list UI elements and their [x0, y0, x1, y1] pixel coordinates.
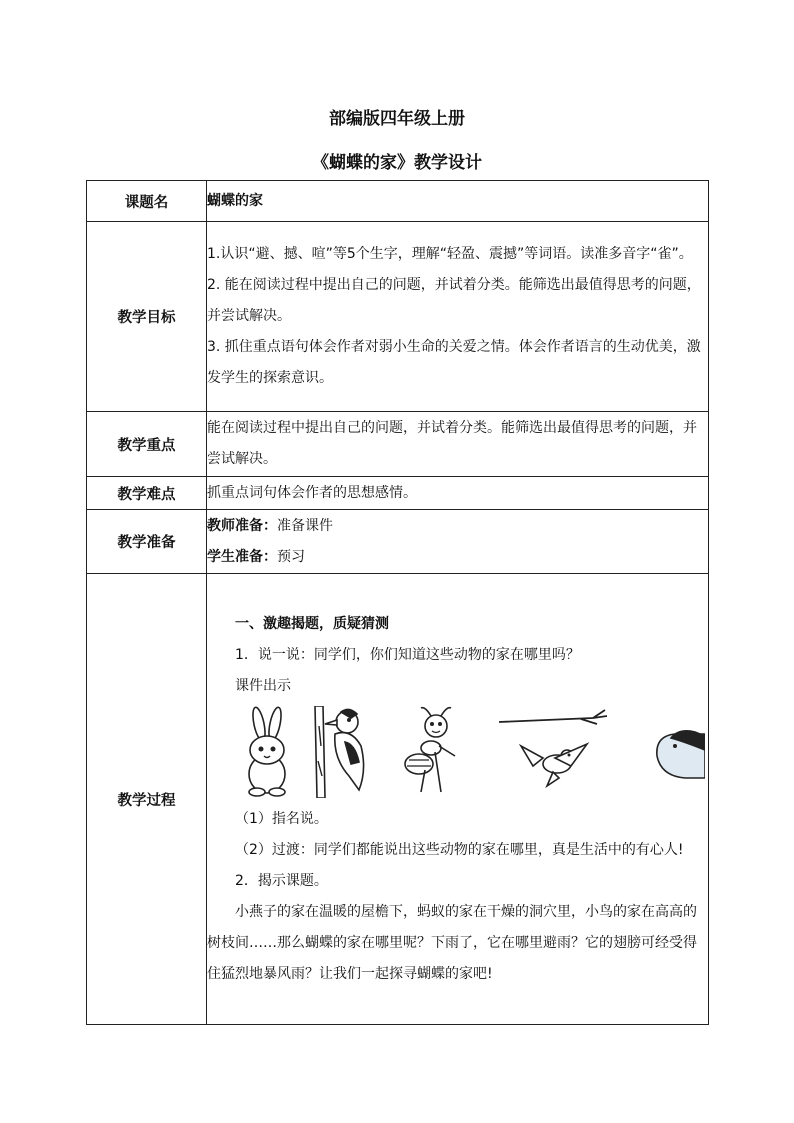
label-teaching-process: 教学过程: [87, 574, 207, 1025]
preparation-content: [207, 510, 709, 574]
label-course-title: 课题名: [87, 181, 207, 222]
animal-illustrations: [207, 706, 708, 798]
teaching-process-content: [207, 574, 709, 1025]
difficulty-value: 抓重点词句体会作者的思想感情。: [207, 477, 709, 510]
label-difficulty: 教学难点: [87, 477, 207, 510]
rabbit-icon: [237, 706, 297, 798]
student-prep: [207, 542, 708, 573]
label-teaching-goals: 教学目标: [87, 222, 207, 412]
teacher-prep-value: 准备课件: [277, 517, 333, 534]
teacher-prep: [207, 511, 708, 542]
bird-on-branch-icon: [497, 706, 617, 798]
teaching-goals-content: [207, 222, 709, 412]
row-teaching-process: [87, 574, 709, 1025]
process-sub-1: （1）指名说。: [235, 811, 328, 827]
process-paragraph: 小燕子的家在温暖的屋檐下，蚂蚁的家在干燥的洞穴里，小鸟的家在高高的树枝间……那么蝴蝶的家在哪里呢？下雨了，它在哪里避雨？它的翅膀可经受得住猛烈地暴风雨？让我们一起探寻蝴蝶的家吧!: [207, 904, 697, 982]
goal-item-3: 3. 抓住重点语句体会作者对弱小生命的关爱之情。体会作者语言的生动优美，激发学生的探索意识。: [207, 339, 701, 386]
process-show-courseware: 课件出示: [235, 678, 291, 694]
goal-item-2: 2. 能在阅读过程中提出自己的问题，并试着分类。能筛选出最值得思考的问题，并尝试解决。: [207, 277, 701, 324]
lesson-plan-table: [86, 180, 709, 1025]
row-preparation: [87, 510, 709, 574]
course-title-value: 蝴蝶的家: [207, 181, 709, 222]
label-key-points: 教学重点: [87, 412, 207, 477]
swallow-icon: [645, 706, 705, 798]
row-difficulty: [87, 477, 709, 510]
label-preparation: 教学准备: [87, 510, 207, 574]
document-title: 部编版四年级上册: [329, 109, 465, 129]
student-prep-value: 预习: [277, 548, 305, 565]
teacher-prep-label: 教师准备：: [207, 517, 277, 534]
process-heading: 一、激趣揭题，质疑猜测: [235, 616, 389, 632]
process-sub-2: （2）过渡：同学们都能说出这些动物的家在哪里，真是生活中的有心人!: [235, 842, 684, 858]
document-subtitle: 《蝴蝶的家》教学设计: [312, 153, 482, 173]
row-teaching-goals: [87, 222, 709, 412]
key-points-value: 能在阅读过程中提出自己的问题，并试着分类。能筛选出最值得思考的问题，并尝试解决。: [207, 412, 709, 477]
ant-icon: [395, 706, 473, 798]
student-prep-label: 学生准备：: [207, 548, 277, 565]
process-step-2: 2．揭示课题。: [235, 873, 328, 889]
row-course-title: [87, 181, 709, 222]
woodpecker-icon: [311, 706, 381, 798]
row-key-points: [87, 412, 709, 477]
process-step-1: 1．说一说：同学们，你们知道这些动物的家在哪里吗？: [235, 647, 580, 663]
goal-item-1: 1.认识“避、撼、喧”等5个生字，理解“轻盈、震撼”等词语。读准多音字“雀”。: [207, 246, 693, 262]
